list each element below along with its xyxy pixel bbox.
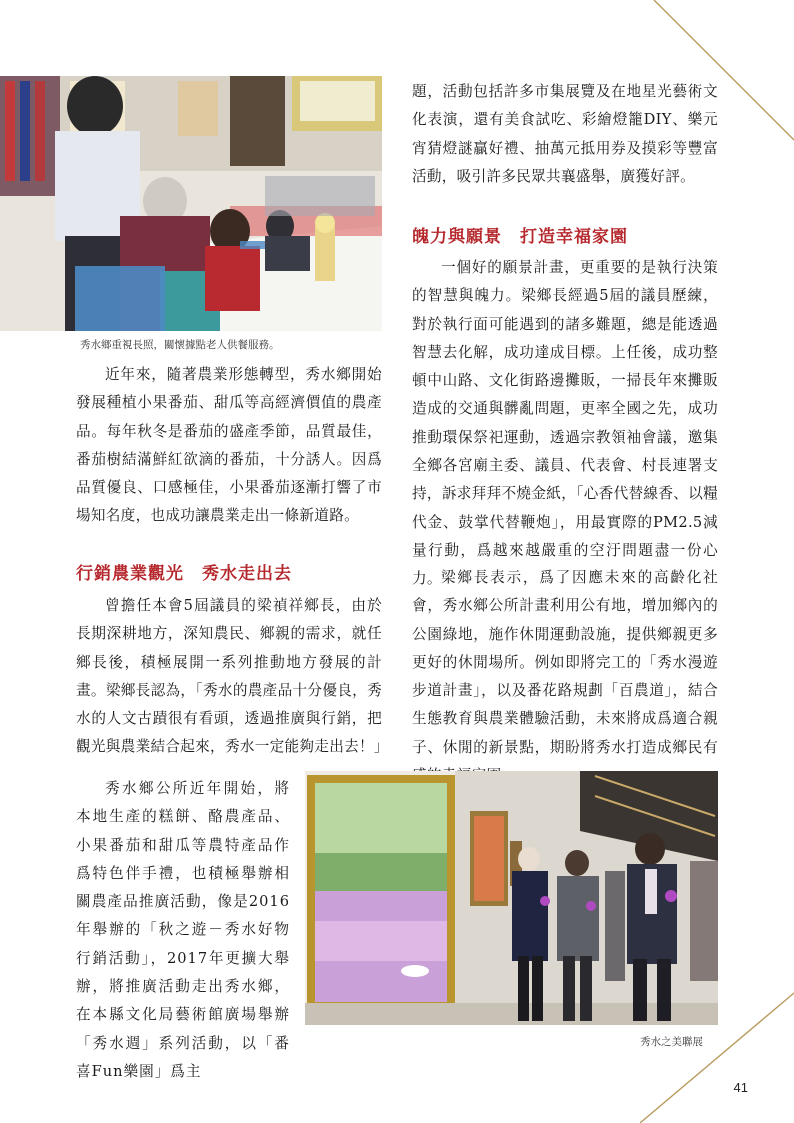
art-exhibition-photo: [305, 771, 718, 1025]
heading-marketing-tourism: 行銷農業觀光 秀水走出去: [76, 564, 292, 584]
elderly-meal-caption: 秀水鄉重視長照，關懷據點老人供餐服務。: [80, 339, 280, 351]
elderly-meal-photo: [0, 76, 382, 331]
left-paragraph-2: 曾擔任本會5屆議員的梁禎祥鄉長，由於長期深耕地方，深知農民、鄉親的需求，就任鄉長後，積極展開一系列推動地方發展的計畫。梁鄉長認為，「秀水的農產品十分優良，秀水的人文古蹟很有看頭，透過推廣與行銷，把觀光與農業結合起來，秀水一定能夠走出去！」: [76, 597, 389, 756]
page-number: 41: [733, 1080, 748, 1095]
art-exhibition-caption: 秀水之美聯展: [640, 1036, 703, 1048]
left-paragraph-1: 近年來，隨著農業形態轉型，秀水鄉開始發展種植小果番茄、甜瓜等高經濟價值的農產品。每年秋冬是番茄的盛產季節，品質最佳，番茄樹結滿鮮紅欲滴的番茄，十分誘人。因爲品質優良、口感極佳，小果番茄逐漸打響了市場知名度，也成功讓農業走出一條新道路。: [76, 366, 382, 525]
right-paragraph-3: 梁鄉長表示，爲了因應未來的高齡化社會，秀水鄉公所計畫利用公有地，增加鄉內的公園綠地，施作休閒運動設施，提供鄉親更多更好的休閒場所。例如即將完工的「秀水漫遊步道計畫」，以及番花路規劃「百農道」，結合生態教育與農業體驗活動，未來將成爲適合親子、休閒的新景點，期盼將秀水打造成鄉民有: [412, 569, 718, 756]
left-paragraph-3: 秀水鄉公所近年開始，將本地生產的糕餅、酪農產品、小果番茄和甜瓜等農特產品作爲特色伴手禮，也積極舉辦相關農產品推廣活動，像是2016年舉辦的「秋之遊－秀水好物行銷活動」，2017年更擴大舉辦，將推廣活動走出秀水鄉，在本縣文化局藝術館廣場舉辦「秀水週」系列活動，以「番喜Fun樂園」爲主: [76, 780, 290, 1080]
heading-vision-happy-home: 魄力與願景 打造幸福家園: [412, 227, 628, 247]
art-exhibition-illustration: [305, 771, 718, 1025]
right-paragraph-1: 題，活動包括許多市集展覽及在地星光藝術文化表演，還有美食試吃、彩繪燈籠DIY、樂元宵猜燈謎贏好禮、抽萬元抵用券及摸彩等豐富活動，吸引許多民眾共襄盛舉，廣獲好評。: [412, 83, 718, 185]
right-paragraph-2: 一個好的願景計畫，更重要的是執行決策的智慧與魄力。梁鄉長經過5屆的議員歷練，對於執行面可能遇到的諸多難題，總是能透過智慧去化解，成功達成目標。上任後，成功整頓中山路、文化街路邊攤販，一掃長年來攤販造成的交通與髒亂問題，更率全國之先，成功推動環保祭祀運動，透過宗教領袖會議，邀集全鄉各宮廟主委、議員、代表會、村長連署支持，訴求拜拜不燒金紙，「心香代替線香、以糧代金、鼓掌代替鞭炮」，用最實際的PM2.5減量行動，爲越來越嚴重的空汙問題盡一份心力。: [412, 259, 718, 588]
elderly-meal-illustration: [0, 76, 382, 331]
